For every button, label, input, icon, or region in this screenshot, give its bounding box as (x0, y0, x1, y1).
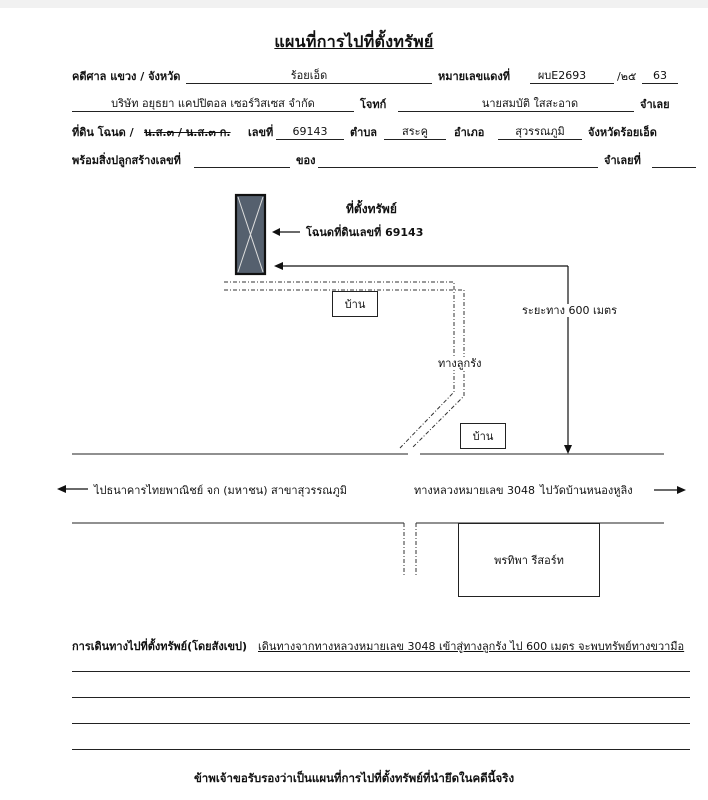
laterite-lane-label: ทางลูกรัง (438, 357, 482, 370)
resort-building (458, 523, 600, 597)
directions-line-3 (72, 723, 690, 724)
land-number-value: 69143 (292, 125, 328, 138)
amphoe-label: อำเภอ (454, 126, 485, 139)
land-number-label: เลขที่ (248, 126, 274, 139)
distance-label: ระยะทาง 600 เมตร (522, 304, 618, 317)
province-label: จังหวัดร้อยเอ็ด (588, 126, 657, 139)
directions-label: การเดินทางไปที่ตั้งทรัพย์(โดยสังเขป) (72, 640, 248, 653)
plaintiff-value: บริษัท อยุธยา แคปปิตอล เซอร์วิสเซส จำกัด (111, 97, 315, 110)
highway-label: ทางหลวงหมายเลข 3048 (414, 484, 535, 497)
case-number-value: ผบE2693 (537, 69, 587, 82)
land-label: ที่ดิน โฉนด / (72, 126, 134, 139)
tambon-value: สระคู (402, 125, 428, 138)
defendant-number-label: จำเลยที่ (604, 154, 641, 167)
viewer-top-bar (0, 0, 708, 8)
document-page (0, 8, 708, 800)
court-label: คดีศาล แขวง / จังหวัด (72, 70, 181, 83)
land-type-struck: น.ส.๓ / น.ส.๓ ก. (144, 126, 231, 139)
plaintiff-label: โจทก์ (360, 98, 387, 111)
house-roadside (460, 423, 506, 449)
location-map (0, 8, 708, 800)
temple-direction-label: ไปวัดบ้านหนองหูลิง (540, 484, 633, 497)
defendant-value: นายสมบัติ ใสสะอาด (481, 97, 579, 110)
property-location-title: ที่ตั้งทรัพย์ (346, 202, 397, 216)
case-year-separator: /๒๕ (617, 70, 637, 83)
court-value: ร้อยเอ็ด (290, 69, 328, 82)
certification-statement: ข้าพเจ้าขอรับรองว่าเป็นแผนที่การไปที่ตั้งทรัพย์ที่นำยึดในคดีนี้จริง (193, 771, 515, 785)
owner-label: ของ (296, 154, 316, 167)
case-number-label: หมายเลขแดงที่ (438, 70, 510, 83)
directions-line-4 (72, 749, 690, 750)
page-title: แผนที่การไปที่ตั้งทรัพย์ (274, 32, 434, 51)
building-label: พร้อมสิ่งปลูกสร้างเลขที่ (72, 154, 181, 167)
house-roadside-label: บ้าน (472, 430, 494, 443)
bank-direction-label: ไปธนาคารไทยพาณิชย์ จก (มหาชน) สาขาสุวรรณภูมิ (94, 484, 347, 497)
tambon-label: ตำบล (350, 126, 378, 139)
directions-line-2 (72, 697, 690, 698)
amphoe-value: สุวรรณภูมิ (515, 125, 565, 138)
directions-line-1 (72, 671, 690, 672)
resort-label: พรทิพา รีสอร์ท (494, 554, 564, 567)
defendant-label: จำเลย (640, 98, 670, 111)
directions-text: เดินทางจากทางหลวงหมายเลข 3048 เข้าสู่ทางลูกรัง ไป 600 เมตร จะพบทรัพย์ทางขวามือ (258, 640, 685, 653)
house-north-label: บ้าน (344, 298, 366, 311)
house-north (332, 291, 378, 317)
case-year-value: 63 (653, 69, 667, 82)
deed-number-label: โฉนดที่ดินเลขที่ 69143 (306, 226, 424, 239)
